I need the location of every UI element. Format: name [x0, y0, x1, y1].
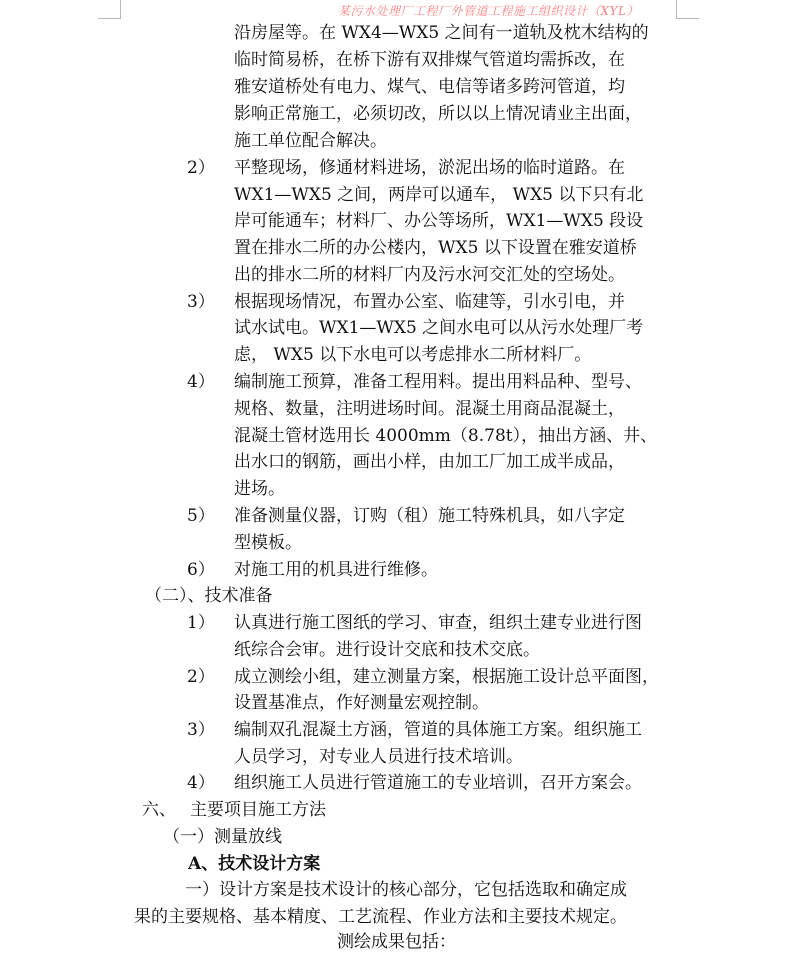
list-number: 1） — [187, 613, 215, 633]
paragraph-line: 一）设计方案是技术设计的核心部分，它包括选取和确定成 — [185, 880, 627, 900]
paragraph-line: 果的主要规格、基本精度、工艺流程、作业方法和主要技术规定。 — [134, 907, 627, 927]
text-line: 进场。 — [234, 479, 285, 499]
text-line: 混凝土管材选用长 4000mm（8.78t），抽出方涵、井、 — [234, 426, 658, 446]
text-line: 出的排水二所的材料厂内及污水河交汇处的空场处。 — [234, 265, 625, 285]
list-number: 4） — [187, 773, 215, 793]
subsection-heading: （一）测量放线 — [163, 827, 282, 847]
text-line: 编制双孔混凝土方涵，管道的具体施工方案。组织施工 — [234, 720, 642, 740]
text-line: 影响正常施工，必须切改，所以以上情况请业主出面， — [234, 104, 642, 124]
list-number: 2） — [187, 158, 215, 178]
section-heading: （二）、技术准备 — [145, 586, 273, 606]
text-line: 组织施工人员进行管道施工的专业培训，召开方案会。 — [234, 773, 642, 793]
list-number: 5） — [187, 506, 215, 526]
subsection-title: A、技术设计方案 — [188, 854, 321, 874]
chapter-title: 主要项目施工方法 — [190, 800, 326, 820]
text-line: 编制施工预算，准备工程用料。提出用料品种、型号、 — [234, 372, 642, 392]
text-line: 型模板。 — [234, 533, 302, 553]
text-line: 设置基准点，作好测量宏观控制。 — [234, 693, 489, 713]
paragraph-line: 测绘成果包括： — [337, 932, 456, 952]
list-number: 6） — [187, 560, 215, 580]
text-line: 成立测绘小组，建立测量方案，根据施工设计总平面图， — [234, 667, 659, 687]
list-number: 4） — [187, 372, 215, 392]
text-line: 根据现场情况，布置办公室、临建等，引水引电，并 — [234, 292, 625, 312]
text-line: 纸综合会审。进行设计交底和技术交底。 — [234, 640, 540, 660]
text-line: 认真进行施工图纸的学习、审查，组织土建专业进行图 — [234, 613, 642, 633]
running-header: 某污水处理厂工程厂外管道工程施工组织设计（XYL） — [338, 4, 639, 18]
text-line: 施工单位配合解决。 — [234, 131, 387, 151]
list-number: 3） — [187, 720, 215, 740]
text-line: 岸可能通车；材料厂、办公等场所，WX1—WX5 段设 — [234, 211, 644, 231]
text-line: 人员学习，对专业人员进行技术培训。 — [234, 747, 523, 767]
text-line: 试水试电。WX1—WX5 之间水电可以从污水处理厂考 — [234, 318, 644, 338]
text-line: 虑， WX5 以下水电可以考虑排水二所材料厂。 — [234, 345, 592, 365]
text-line: 雅安道桥处有电力、煤气、电信等诸多跨河管道，均 — [234, 77, 625, 97]
text-line: 规格、数量，注明进场时间。混凝土用商品混凝土， — [234, 399, 625, 419]
crop-mark-right — [676, 0, 699, 19]
list-number: 2） — [187, 667, 215, 687]
text-line: 平整现场，修通材料进场，淤泥出场的临时道路。在 — [234, 158, 625, 178]
text-line: 准备测量仪器，订购（租）施工特殊机具，如八字定 — [234, 506, 625, 526]
text-line: 临时简易桥，在桥下游有双排煤气管道均需拆改，在 — [234, 50, 625, 70]
chapter-number: 六、 — [142, 800, 176, 820]
text-line: 对施工用的机具进行维修。 — [234, 560, 438, 580]
text-line: 沿房屋等。在 WX4—WX5 之间有一道轨及枕木结构的 — [234, 23, 649, 43]
crop-mark-left — [98, 0, 121, 19]
text-line: WX1—WX5 之间，两岸可以通车， WX5 以下只有北 — [234, 185, 644, 205]
list-number: 3） — [187, 292, 215, 312]
text-line: 置在排水二所的办公楼内，WX5 以下设置在雅安道桥 — [234, 238, 637, 258]
text-line: 出水口的钢筋，画出小样，由加工厂加工成半成品， — [234, 452, 625, 472]
